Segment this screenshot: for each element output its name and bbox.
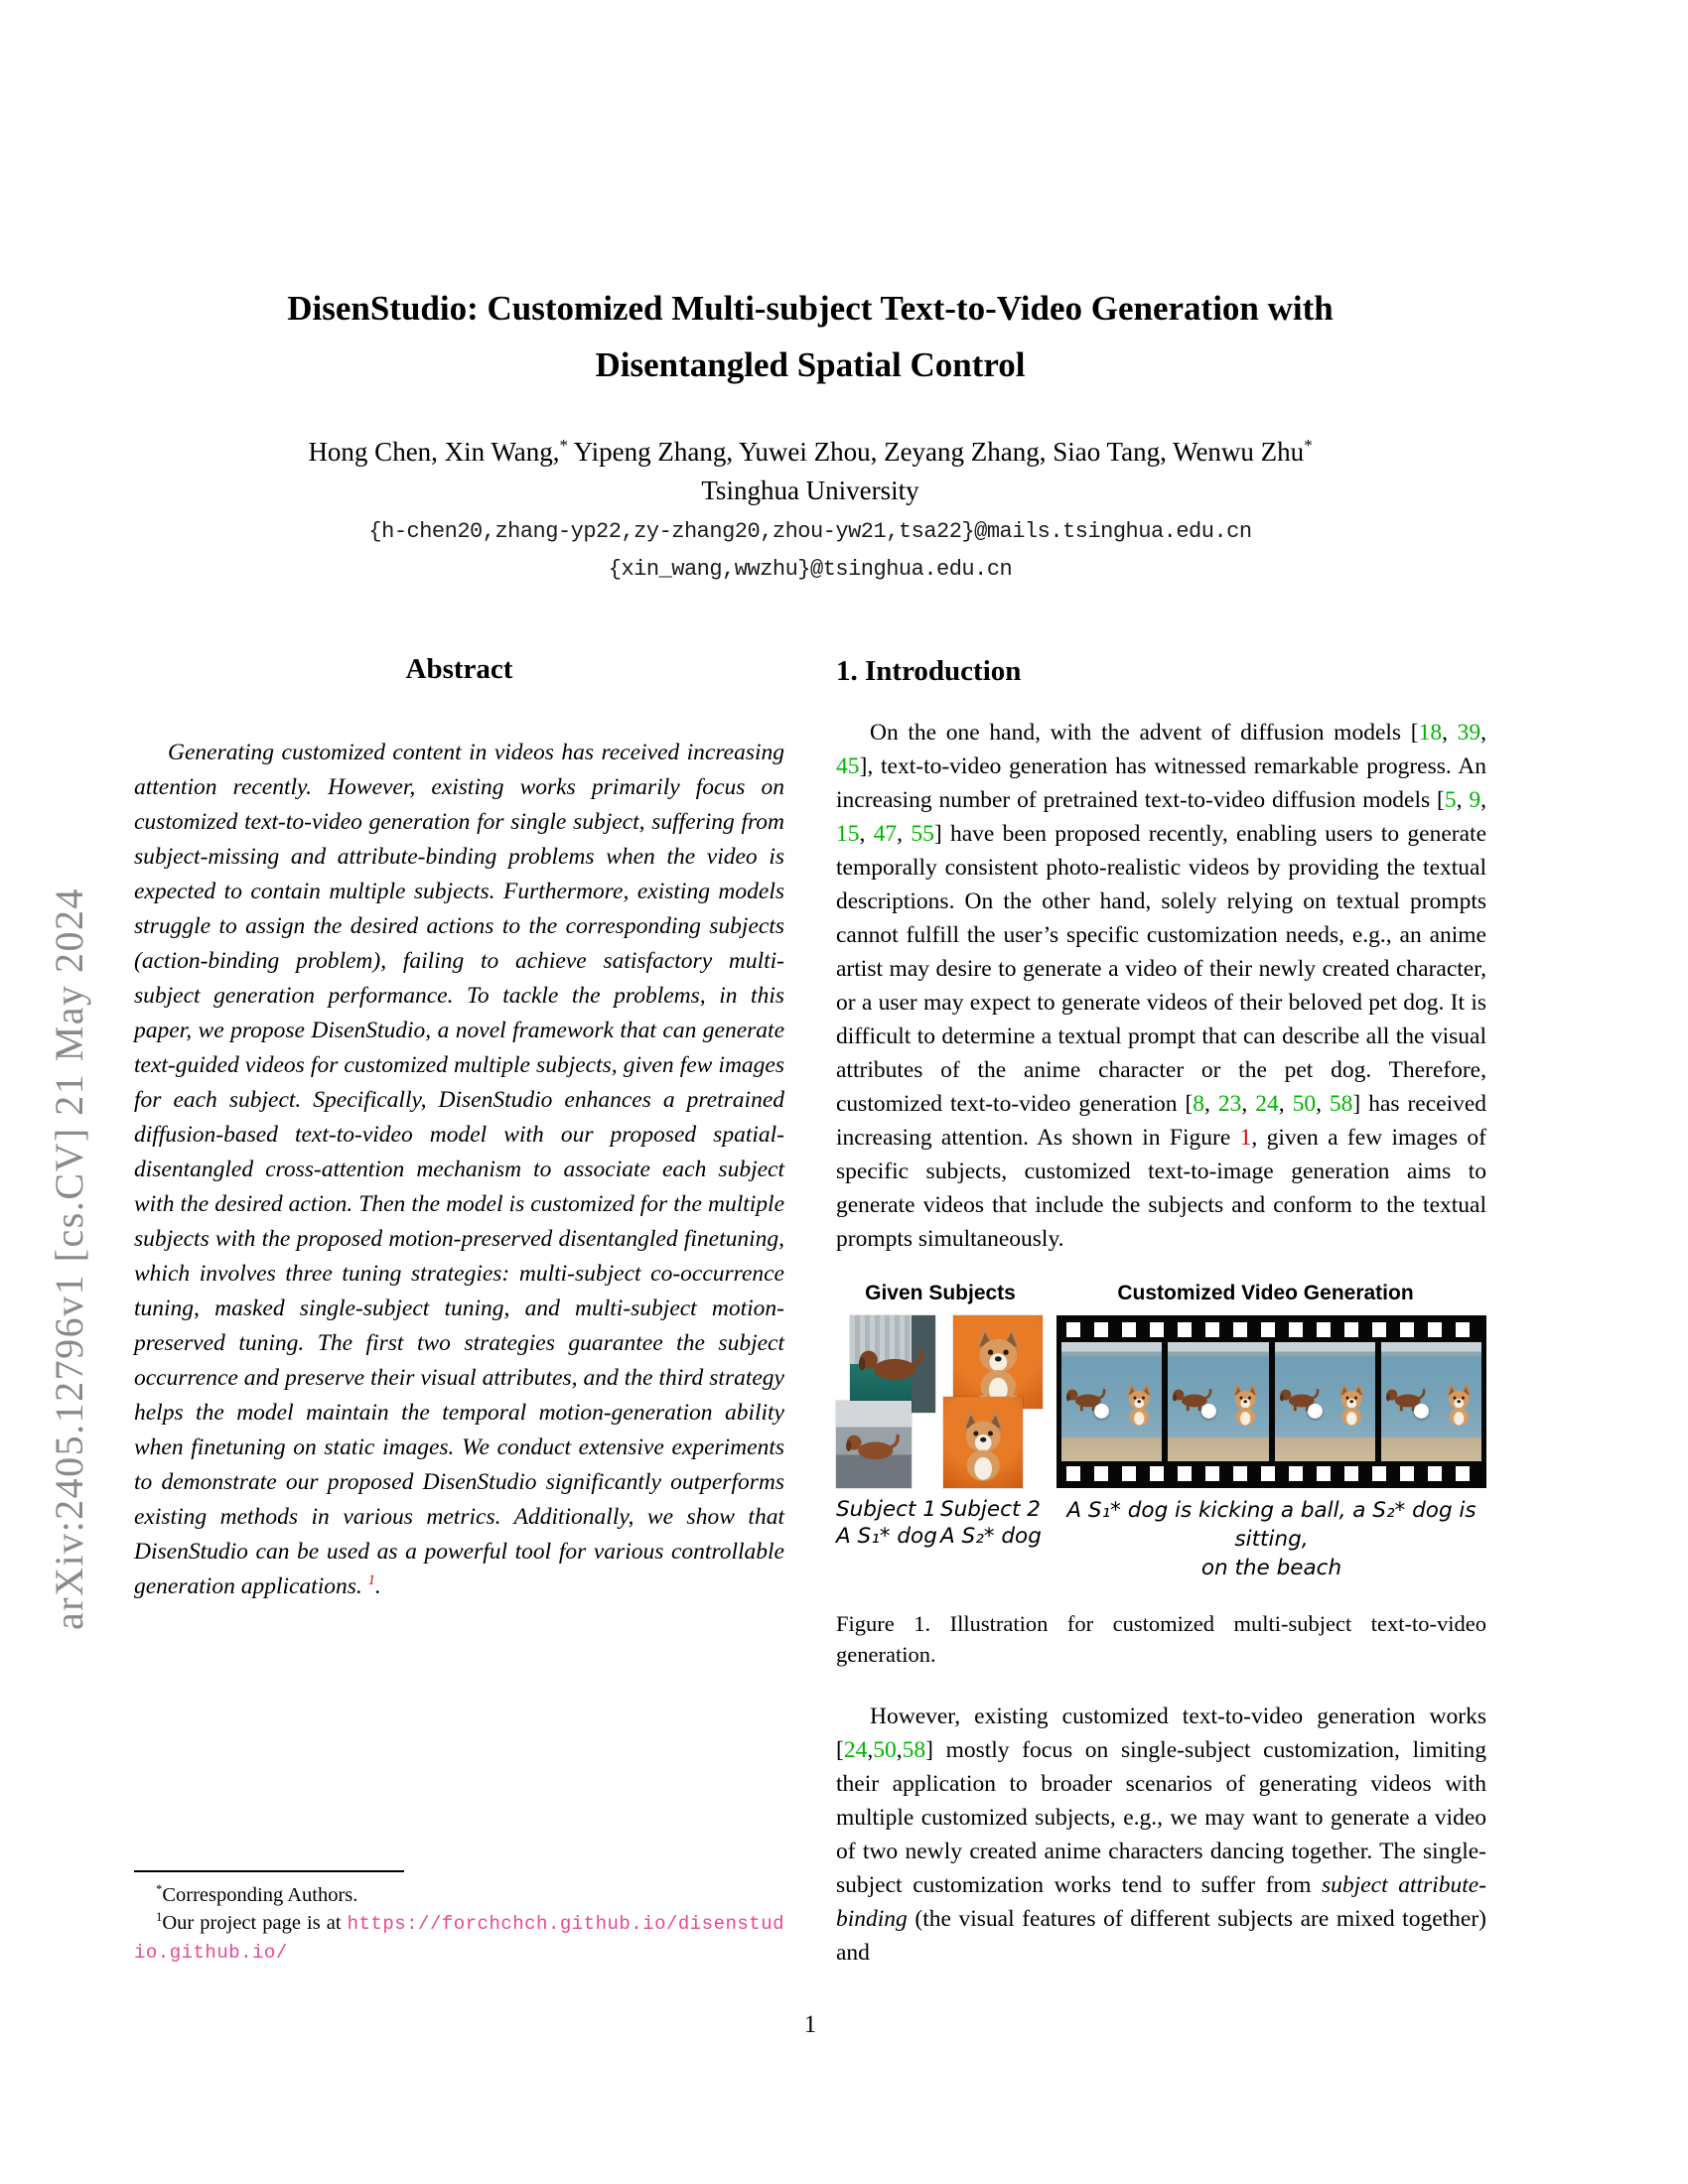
citation-link[interactable]: 58 (902, 1737, 926, 1763)
citation-link[interactable]: 24 (843, 1737, 868, 1763)
email-line-1: {h-chen20,zhang-yp22,zy-zhang20,zhou-yw21,tsa22}@mails.tsinghua.edu.cn (368, 519, 1252, 544)
corgi-dog-icon (1227, 1361, 1263, 1446)
paper-title-line-2: Disentangled Spatial Control (595, 345, 1026, 384)
text-segment: , (1278, 1091, 1293, 1117)
subject1-photo-1 (850, 1315, 935, 1413)
corgi-dog-icon (952, 1403, 1014, 1485)
text-segment: Hong Chen, Xin Wang, (308, 437, 560, 467)
dachshund-dog-icon (1383, 1368, 1428, 1428)
arxiv-watermark: arXiv:2405.12796v1 [cs.CV] 21 May 2024 (47, 887, 91, 1630)
citation-link[interactable]: 15 (836, 821, 860, 847)
corgi-dog-icon (1334, 1361, 1369, 1446)
project-page-url-link[interactable]: https://forchchch.github.io/disenstudio.github.io/ (134, 1913, 784, 1964)
citation-link[interactable]: 9 (1469, 787, 1481, 813)
paper-title-line-1: DisenStudio: Customized Multi-subject Text-to-Video Generation with (287, 289, 1334, 328)
text-segment: , (1241, 1091, 1256, 1117)
two-column-body (134, 653, 1486, 1970)
film-strip (1056, 1315, 1486, 1488)
text-segment: ], text-to-video generation has witnessed remarkable progress. An increasing number of pretrained text-to-video diffusion models [ (836, 753, 1486, 813)
paper-title (134, 0, 1486, 393)
text-segment: On the one hand, with the advent of diffusion models [ (870, 720, 1419, 746)
text-segment: * (1304, 436, 1313, 455)
text-segment: Our project page is at (162, 1912, 348, 1934)
footnote-block (134, 1870, 784, 1967)
text-segment: ] have been proposed recently, enabling users to generate temporally consistent photo-realistic videos by providing the textual descriptions. On the other hand, solely relying on textual prompts cannot fulfill the user’s specific customization needs, e.g., an anime artist may desire to generate a video of their newly created character, or a user may expect to generate videos of their beloved pet dog. It is difficult to determine a textual prompt that can describe all the visual attributes of the anime character or the pet dog. Therefore, customized text-to-video generation [ (836, 821, 1486, 1117)
text-segment: ] has received increasing attention. As shown in Figure (836, 1091, 1487, 1151)
video-frame-4 (1381, 1342, 1481, 1461)
figure-1 (836, 1282, 1486, 1582)
intro-paragraph-2 (836, 1700, 1486, 1970)
video-prompt-text (1056, 1496, 1486, 1582)
text-segment: * (559, 436, 568, 455)
citation-link[interactable]: 50 (1292, 1091, 1317, 1117)
figure-1-labels (836, 1496, 1486, 1582)
dachshund-dog-icon (1063, 1368, 1108, 1428)
corgi-dog-icon (965, 1321, 1032, 1406)
corgi-dog-icon (1441, 1361, 1477, 1446)
soccer-ball-icon (1201, 1404, 1216, 1419)
customized-video-generation-header: Customized Video Generation (1117, 1282, 1414, 1304)
text-segment: , (896, 1737, 903, 1763)
citation-link[interactable]: 47 (873, 821, 898, 847)
text-segment: , (867, 1737, 874, 1763)
abstract-text (134, 736, 784, 1604)
subject2-photo-2 (943, 1397, 1023, 1488)
text-segment: , (897, 821, 912, 847)
text-segment: Generating customized content in videos has received increasing attention recently. However, existing works primarily focus on customized text-to-video generation for single subject, suffering from subject-missing and attribute-binding problems when the video is expected to contain multiple subjects. Furthermore, existing models struggle to assign the desired actions to the corresponding subjects (action-binding problem), failing to achieve satisfactory multi-subject generation performance. To tackle the problems, in this paper, we propose DisenStudio, a novel framework that can generate text-guided videos for customized multiple subjects, given few images for each subject. Specifically, DisenStudio enhances a pretrained diffusion-based text-to-video model with our proposed spatial-disentangled cross-attention mechanism to associate each subject with the desired action. Then the model is customized for the multiple subjects with the proposed motion-preserved disentangled finetuning, which involves three tuning strategies: multi-subject co-occurrence tuning, masked single-subject tuning, and multi-subject motion-preserved tuning. The first two strategies guarantee the subject occurrence and preserve their visual attributes, and the third strategy helps the model maintain the temporal motion-generation ability when finetuning on static images. We conduct extensive experiments to demonstrate our proposed DisenStudio significantly outperforms existing methods in various metrics. Additionally, we show that DisenStudio can be used as a powerful tool for various controllable generation applications. (134, 740, 784, 1599)
text-segment: , given a few images of specific subjects, customized text-to-image generation aims to generate videos that include the subjects and conform to the textual prompts simultaneously. (836, 1125, 1486, 1252)
video-frame-1 (1061, 1342, 1162, 1461)
text-segment: , (1442, 720, 1458, 746)
footnote-corresponding-authors (134, 1881, 784, 1909)
figure-1-caption: Figure 1. Illustration for customized multi-subject text-to-video generation. (836, 1611, 1486, 1667)
subject1-photo-2 (836, 1401, 912, 1488)
subject1-label-line-2: A S₁* dog (836, 1524, 937, 1549)
text-segment: However, existing customized text-to-video generation works [ (836, 1704, 1486, 1763)
text-segment: * (156, 1882, 163, 1897)
intro-paragraph-1 (836, 716, 1486, 1256)
text-segment: , (859, 821, 874, 847)
citation-link[interactable]: 24 (1255, 1091, 1279, 1117)
affiliation: Tsinghua University (701, 476, 919, 505)
video-frame-2 (1168, 1342, 1268, 1461)
citation-link[interactable]: 58 (1329, 1091, 1353, 1117)
page-number: 1 (803, 2011, 817, 2038)
text-segment: , (1480, 720, 1487, 746)
text-segment: subject attribute-binding (836, 1872, 1486, 1932)
dachshund-dog-icon (1277, 1368, 1322, 1428)
subject2-label (940, 1496, 1045, 1582)
footnote-project-page (134, 1909, 784, 1967)
paper-page (134, 0, 1486, 1970)
text-segment: , (1456, 787, 1470, 813)
given-subjects-header: Given Subjects (865, 1282, 1016, 1304)
dachshund-dog-icon (1170, 1368, 1214, 1428)
video-prompt-line-2: on the beach (1200, 1556, 1342, 1580)
authors-line (134, 437, 1486, 468)
abstract-heading: Abstract (405, 653, 513, 685)
text-segment: (the visual features of different subjects are mixed together) and (836, 1906, 1486, 1966)
text-segment: ] mostly focus on single-subject customization, limiting their application to broader scenarios of generating videos with multiple customized subjects, e.g., we may want to generate a video of two newly created anime characters dancing together. The single-subject customization works tend to suffer from (836, 1737, 1486, 1898)
text-segment: Yipeng Zhang, Yuwei Zhou, Zeyang Zhang, Siao Tang, Wenwu Zhu (567, 437, 1305, 467)
given-subjects-images (836, 1315, 1045, 1488)
text-segment: Corresponding Authors. (162, 1884, 358, 1906)
footnote-reference-link[interactable]: 1 (367, 1572, 375, 1589)
citation-link[interactable]: 5 (1444, 787, 1457, 813)
text-segment: , (1480, 787, 1487, 813)
corgi-dog-icon (1121, 1361, 1157, 1446)
figure-reference-link[interactable]: 1 (1239, 1125, 1252, 1151)
citation-link[interactable]: 23 (1217, 1091, 1242, 1117)
video-prompt-line-1: A S₁* dog is kicking a ball, a S₂* dog is sitting, (1066, 1498, 1477, 1552)
citation-link[interactable]: 50 (873, 1737, 897, 1763)
video-frame-3 (1275, 1342, 1375, 1461)
subject2-label-line-1: Subject 2 (940, 1497, 1041, 1522)
film-sprockets-bottom (1064, 1466, 1478, 1481)
right-column (836, 653, 1486, 1970)
citation-link[interactable]: 8 (1193, 1091, 1205, 1117)
left-column (134, 653, 784, 1604)
film-sprockets-top (1064, 1322, 1478, 1337)
subject1-label (836, 1496, 940, 1582)
figure-1-headers (836, 1282, 1486, 1305)
subject1-label-line-1: Subject 1 (836, 1497, 936, 1522)
citation-link[interactable]: 45 (836, 753, 860, 779)
section-heading-introduction: 1. Introduction (836, 655, 1022, 687)
footnote-rule (134, 1870, 404, 1872)
film-frames (1061, 1342, 1481, 1461)
email-line-2: {xin_wang,wwzhu}@tsinghua.edu.cn (608, 557, 1013, 582)
text-segment: . (374, 1573, 381, 1599)
dachshund-dog-icon (854, 1340, 927, 1389)
figure-1-body (836, 1315, 1486, 1488)
citation-link[interactable]: 39 (1457, 720, 1481, 746)
subject2-label-line-2: A S₂* dog (940, 1524, 1042, 1549)
text-segment: , (1316, 1091, 1330, 1117)
text-segment: , (1204, 1091, 1218, 1117)
citation-link[interactable]: 55 (911, 821, 934, 847)
citation-link[interactable]: 18 (1418, 720, 1443, 746)
dachshund-dog-icon (842, 1427, 903, 1467)
subject2-photo-1 (953, 1315, 1043, 1409)
text-segment: 1 (156, 1910, 163, 1925)
